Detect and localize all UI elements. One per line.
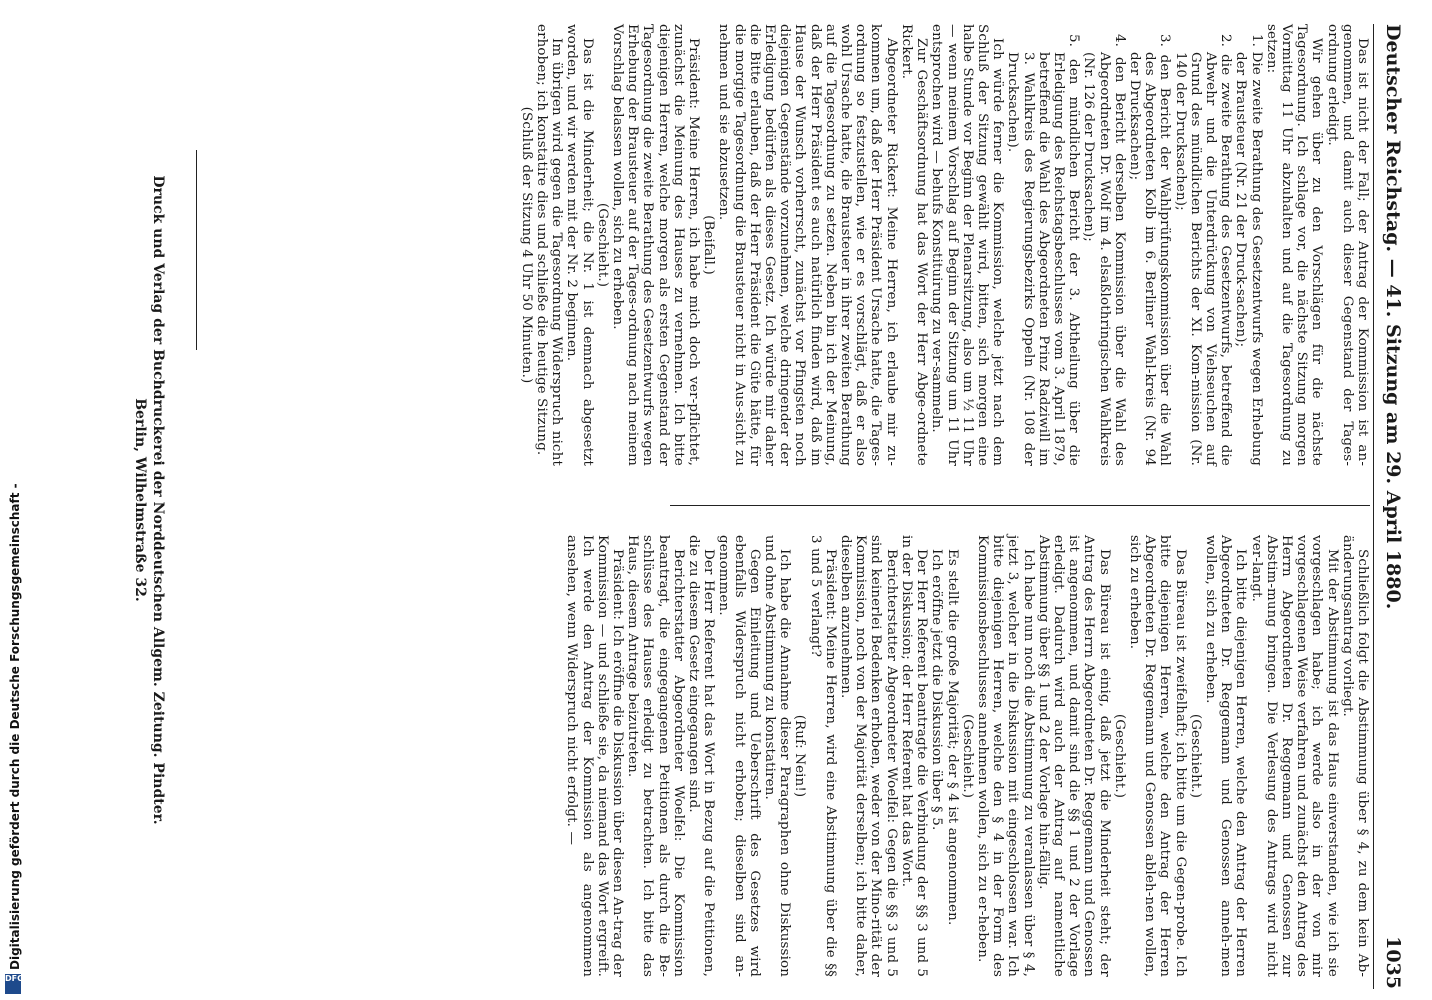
paragraph: Ich würde ferner die Kommission, welche jetzt nach dem Schluß der Sitzung gewählt wird, bitten, sich morgen eine halbe Stunde vor Beginn der Plenarsitzung, also um ½ 11 Uhr — wenn meinem Vorschlag auf Beginn der Sitzung um 11 Uhr entsprochen wird — behufs Konstituirung zu ver-sammeln. [929,24,1006,466]
paragraph: Schließlich folgt die Abstimmung über § 4, zu dem kein Ab-änderungsantrag vorliegt. [1339,535,1370,977]
left-column [519,24,1370,466]
stage-note: (Ruf: Nein!) [792,714,808,798]
stage-note: (Geschieht.) [1111,713,1127,799]
stage-note: (Geschieht.) [959,713,975,799]
footer-rule [196,150,197,350]
stage-note: (Schluß der Sitzung 4 Uhr 50 Minuten.) [518,106,534,384]
digitization-strip [2,3,24,998]
paragraph: Berichterstatter Abgeordneter Woelfel: Die Kommission beantragt, die eingegangenen Petitionen als durch die Be-schlüsse des Hauses erledigt zu betrachten. Ich bitte das Haus, diesem Antrage beizutreten. [625,535,686,977]
paragraph: Der Herr Referent beantragte die Verbindung der §§ 3 und 5 in der Diskussion; der Herr Referent hat das Wort. [898,535,930,977]
agenda-item: 1. Die zweite Berathung des Gesetzentwurfs wegen Erhebung der Brausteuer (Nr. 21 der Druck-sachen); [1233,34,1264,466]
paragraph: Präsident: Ich eröffne die Diskussion über diesen An-trag der Kommission — und schließe sie, da niemand das Wort ergreift. Ich werde den Antrag der Kommission als angenommen ansehen, wenn Widerspruch nicht erfolgt. — [564,535,626,977]
agenda-item: 3. den Bericht der Wahlprüfungskommission über die Wahl des Abgeordneten Kolb im 6. Berliner Wahl-kreis (Nr. 94 der Drucksachen); [1126,34,1173,466]
paragraph: Wir gehen über zu den Vorschlägen für die nächste Tagesordnung. Ich schlage vor, die nächste Sitzung morgen Vormittag 11 Uhr abzuhalten und auf die Tagesordnung zu setzen: [1263,24,1325,466]
dfg-logo-text: DFG [5,974,24,983]
paragraph: Ich habe nun noch die Abstimmung zu veranlassen über § 4, jetzt 3, welcher in die Diskussion mit eingeschlossen war. Ich bitte diejenigen Herren, welche den § 4 in der Form des Kommissionsbeschlusses annehmen wollen, sich zu er-heben. [974,535,1036,977]
agenda-item: 2. die zweite Berathung des Gesetzentwurfs, betreffend die Abwehr und die Unterdrückung von Viehseuchen auf Grund des mündlichen Berichts der XI. Kom-mission (Nr. 140 der Drucksachen); [1172,34,1234,466]
paragraph: Es stellt die große Majorität; der § 4 ist angenommen. [944,549,960,926]
paragraph: Das ist die Minderheit; die Nr. 1 ist demnach abgesetzt worden, und wir werden mit der Nr. 2 beginnen. [564,24,595,466]
imprint-line-1: Druck und Verlag der Buchdruckerei der Norddeutschen Allgem. Zeitung. Pindter. [150,175,166,825]
paragraph: Ich bitte diejenigen Herren, welche den Antrag der Herren Abgeordneten Dr. Reggemann und Genossen anneh-men wollen, sich zu erheben. [1202,535,1249,977]
paragraph: Abgeordneter Rickert: Meine Herren, ich erlaube mir zu-kommen um, daß der Herr Präsident Ursache hatte, die Tages-ordnung so festzustellen, wie er es vorschlägt, daß er also wohl Ursache hatte, die Brausteuer in ihrer zweiten Berathung auf die Tagesordnung zu setzen. Neben bin ich der Meinung, daß der Herr Präsident es auch natürlich finden wird, daß im Hause der Wunsch vorherrscht, zunächst vor Pfingsten noch diejenigen Gegenstände vorzunehmen, welche dringender der Erledigung bedürfen als dieses Gesetz. Ich würde mir daher die Bitte erlauben, daß der Herr Präsident die Güte hätte, für die morgige Tagesordnung die Brausteuer nicht in Aus-sicht zu nehmen und sie abzusetzen. [716,24,899,466]
dfg-logo-icon [5,974,24,994]
paragraph: Zur Geschäftsordnung hat das Wort der Herr Abge-ordnete Rickert. [898,24,930,466]
paragraph: Das Büreau ist zweifelhaft; ich bitte um die Gegen-probe. Ich bitte diejenigen Herren, welche den Antrag der Herren Abgeordneten Dr. Reggemann und Genossen ableh-nen wollen, sich zu erheben. [1126,535,1188,977]
paragraph: Präsident: Meine Herren, ich habe mich doch ver-pflichtet, zunächst die Meinung des Hauses zu vernehmen. Ich bitte diejenigen Herren, welche morgen als ersten Gegenstand der Tagesordnung die zweite Berathung des Gesetzentwurfs wegen Erhebung der Brausteuer auf der Tages-ordnung nach meinem Vorschlag belassen wollen, sich zu erheben. [610,24,702,466]
paragraph: Ich habe die Annahme dieser Paragraphen ohne Diskussion und ohne Abstimmung zu konstatiren. [762,535,793,977]
paragraph: Im übrigen wird gegen die Tagesordnung Widerspruch nicht erhoben; ich konstatire dies und schließe die heutige Sitzung. [534,24,565,466]
header-title: Deutscher Reichstag. — 41. Sitzung am 29. April 1880. [1382,24,1404,610]
page-number: 1035 [1382,936,1404,989]
paragraph: Ich eröffne jetzt die Diskussion über § 5. [929,549,945,831]
digitization-note: Digitalisierung gefördert durch die Deutsche Forschungsgemeinschaft - [8,483,22,970]
paragraph: Berichterstatter Abgeordneter Woelfel: Gegen die §§ 3 und 5 sind keinerlei Bedenken erhoben, weder von der Mino-rität der Kommission, noch von der Majorität derselben; ich bitte daher, dieselben anzunehmen. [838,535,899,977]
column-divider [670,505,1370,506]
stage-note: (Geschieht.) [1187,713,1203,799]
paragraph: Das Büreau ist einig, daß jetzt die Minderheit steht; der Antrag des Herrn Abgeordneten Dr. Reggemann und Genossen ist angenommen, und damit sind die §§ 1 und 2 der Vorlage erledigt. Dadurch wird auch der Antrag auf namentliche Abstimmung über §§ 1 und 2 der Vorlage hin-fällig. [1035,535,1112,977]
agenda-item: 4. den Bericht derselben Kommission über die Wahl des Abgeordneten Dr. Wolf im 4. elsaßlothringischen Wahlkreis (Nr. 126 der Drucksachen); [1081,34,1127,466]
stage-note: (Beifall.) [701,215,717,275]
header-rule [1373,24,1374,989]
stage-note: (Geschieht.) [594,202,610,288]
right-column [564,535,1370,977]
imprint [131,40,167,960]
paragraph: Präsident: Meine Herren, wird eine Abstimmung über die §§ 3 und 5 verlangt? [807,535,838,977]
imprint-line-2: Berlin, Wilhelmstraße 32. [132,398,148,602]
agenda-item: 5. den mündlichen Bericht der 3. Abtheilung über die Erledigung des Reichstagsbeschlusses vom 3. April 1879, betreffend die Wahl des Abgeordneten Prinz Radziwill im 3. Wahlkreis des Regierungsbezirks Oppeln (Nr. 108 der Drucksachen). [1005,34,1082,466]
paragraph: Mit der Abstimmung ist das Haus einverstanden, wie ich sie vorgeschlagen habe; ich werde also in der von mir vorgeschlagenen Weise verfahren und zunächst den Antrag des Herrn Abgeordneten Dr. Reggemann und Genossen zur Abstim-mung bringen. Die Verlesung des Antrags wird nicht ver-langt. [1248,535,1340,977]
paragraph: Das ist nicht der Fall; der Antrag der Kommission ist an-genommen, und damit auch dieser Gegenstand der Tages-ordnung erledigt. [1324,24,1370,466]
page-header [1376,24,1404,989]
paragraph: Der Herr Referent hat das Wort in Bezug auf die Petitionen, die zu diesem Gesetz eingegangen sind. [686,535,717,977]
paragraph: Gegen Einleitung und Ueberschrift des Gesetzes wird ebenfalls Widerspruch nicht erhoben; dieselben sind an-genommen. [716,535,762,977]
